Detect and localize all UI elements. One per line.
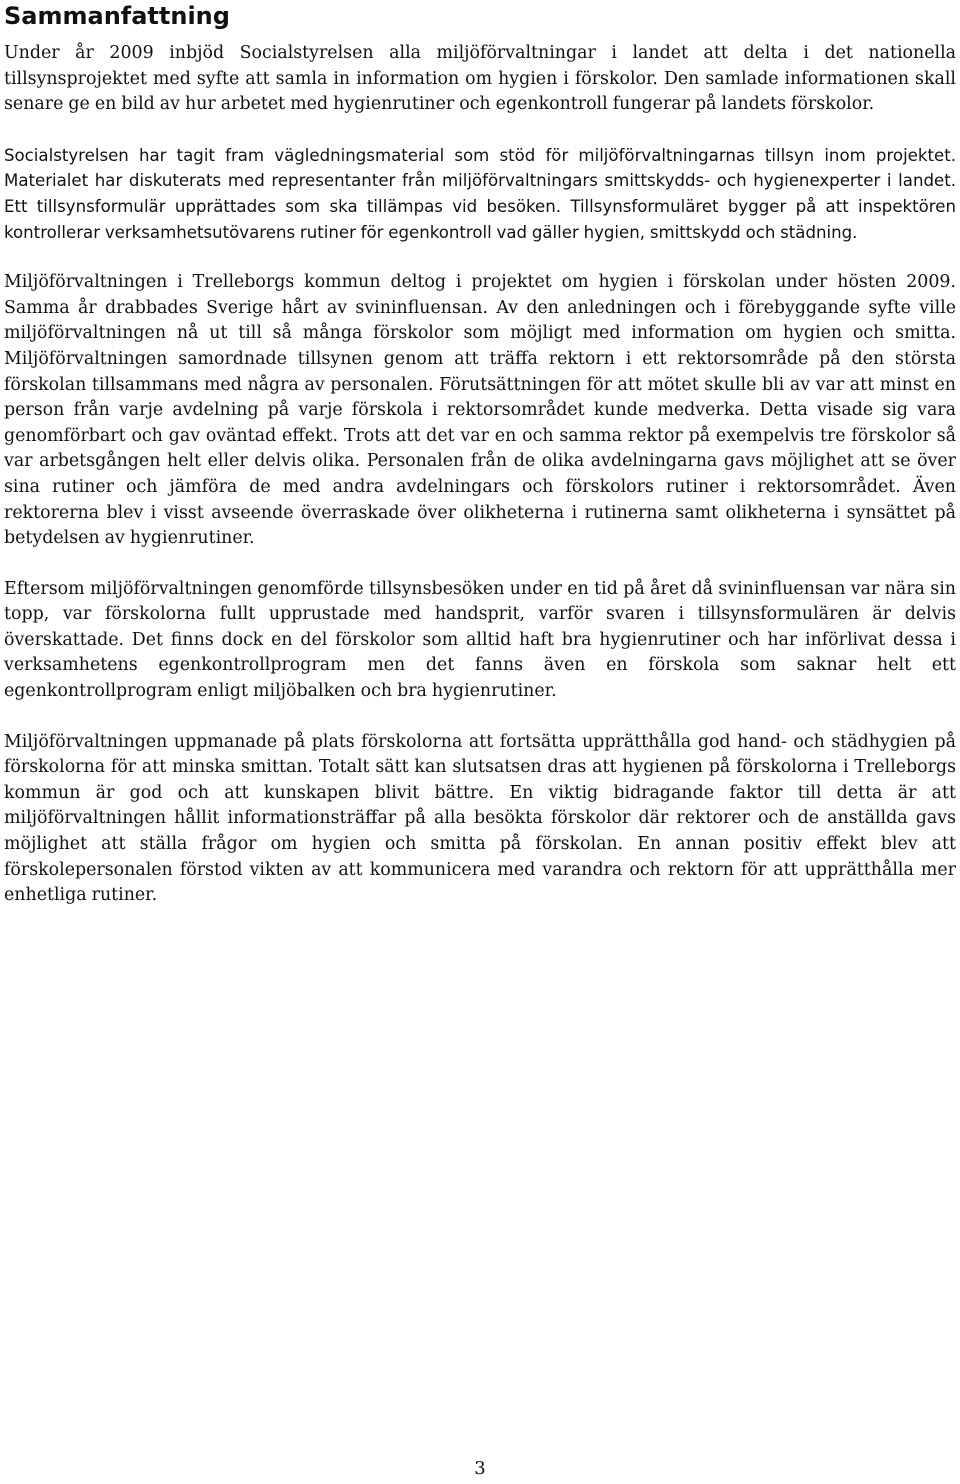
document-page: [4, 0, 956, 934]
paragraph-guidance: Socialstyrelsen har tagit fram vägledningsmaterial som stöd för miljöförvaltningarnas tillsyn inom projektet. Materialet har diskuterats med representanter från miljöförvaltningars smittskydds- och hygienexperter i landet. Ett tillsynsformulär upprättades som ska tillämpas vid besöken. Tillsynsformuläret bygger på att inspektören kontrollerar verksamhetsutövarens rutiner för egenkontroll vad gäller hygien, smittskydd och städning.: [4, 145, 956, 242]
paragraph-trelleborg: Miljöförvaltningen i Trelleborgs kommun deltog i projektet om hygien i förskolan under hösten 2009. Samma år drabbades Sverige hårt av svininfluensan. Av den anledningen och i förebyggande syfte ville miljöförvaltningen nå ut till så många förskolor som möjligt med information om hygien och smitta. Miljöförvaltningen samordnade tillsynen genom att träffa rektorn i ett rektorsområde på den största förskolan tillsammans med några av personalen. Förutsättningen för att mötet skulle bli av var att minst en person från varje avdelning på varje förskola i rektorsområdet kunde medverka. Detta visade sig vara genomförbart och gav oväntad effekt. Trots att det var en och samma rektor på exempelvis tre förskolor så var arbetsgången helt eller delvis olika. Personalen från de olika avdelningarna gavs möjlighet att se över sina rutiner och jämföra de med andra avdelningars och förskolors rutiner i rektorsområdet. Även rektorerna blev i visst avseende överraskade över olikheterna i rutinerna samt olikheterna i synsättet på betydelsen av hygienrutiner.: [4, 272, 956, 549]
paragraph-results: Eftersom miljöförvaltningen genomförde tillsynsbesöken under en tid på året då svininfluensan var nära sin topp, var förskolorna fullt upprustade med handsprit, varför svaren i tillsynsformulären är delvis överskattade. Det finns dock en del förskolor som alltid haft bra hygienrutiner och har införlivat dessa i verksamhetens egenkontrollprogram men det fanns även en förskola som saknar helt ett egenkontrollprogram enligt miljöbalken och bra hygienrutiner.: [4, 578, 956, 702]
paragraph-conclusion: Miljöförvaltningen uppmanade på plats förskolorna att fortsätta upprätthålla god hand- och städhygien på förskolorna för att minska smittan. Totalt sätt kan slutsatsen dras att hygienen på förskolorna i Trelleborgs kommun är god och att kunskapen blivit bättre. En viktig bidragande faktor till detta är att miljöförvaltningen hållit informationsträffar på alla besökta förskolor där rektorer och de anställda gavs möjlighet att ställa frågor om hygien och smitta på förskolan. En annan positiv effekt blev att förskolepersonalen förstod vikten av att kommunicera med varandra och rektorn för att upprätthålla mer enhetliga rutiner.: [4, 731, 956, 906]
paragraph-intro: Under år 2009 inbjöd Socialstyrelsen alla miljöförvaltningar i landet att delta i det nationella tillsynsprojektet med syfte att samla in information om hygien i förskolor. Den samlade informationen skall senare ge en bild av hur arbetet med hygienrutiner och egenkontroll fungerar på landets förskolor.: [4, 43, 956, 115]
page-number: 3: [474, 1458, 486, 1479]
section-heading: Sammanfattning: [4, 2, 230, 30]
